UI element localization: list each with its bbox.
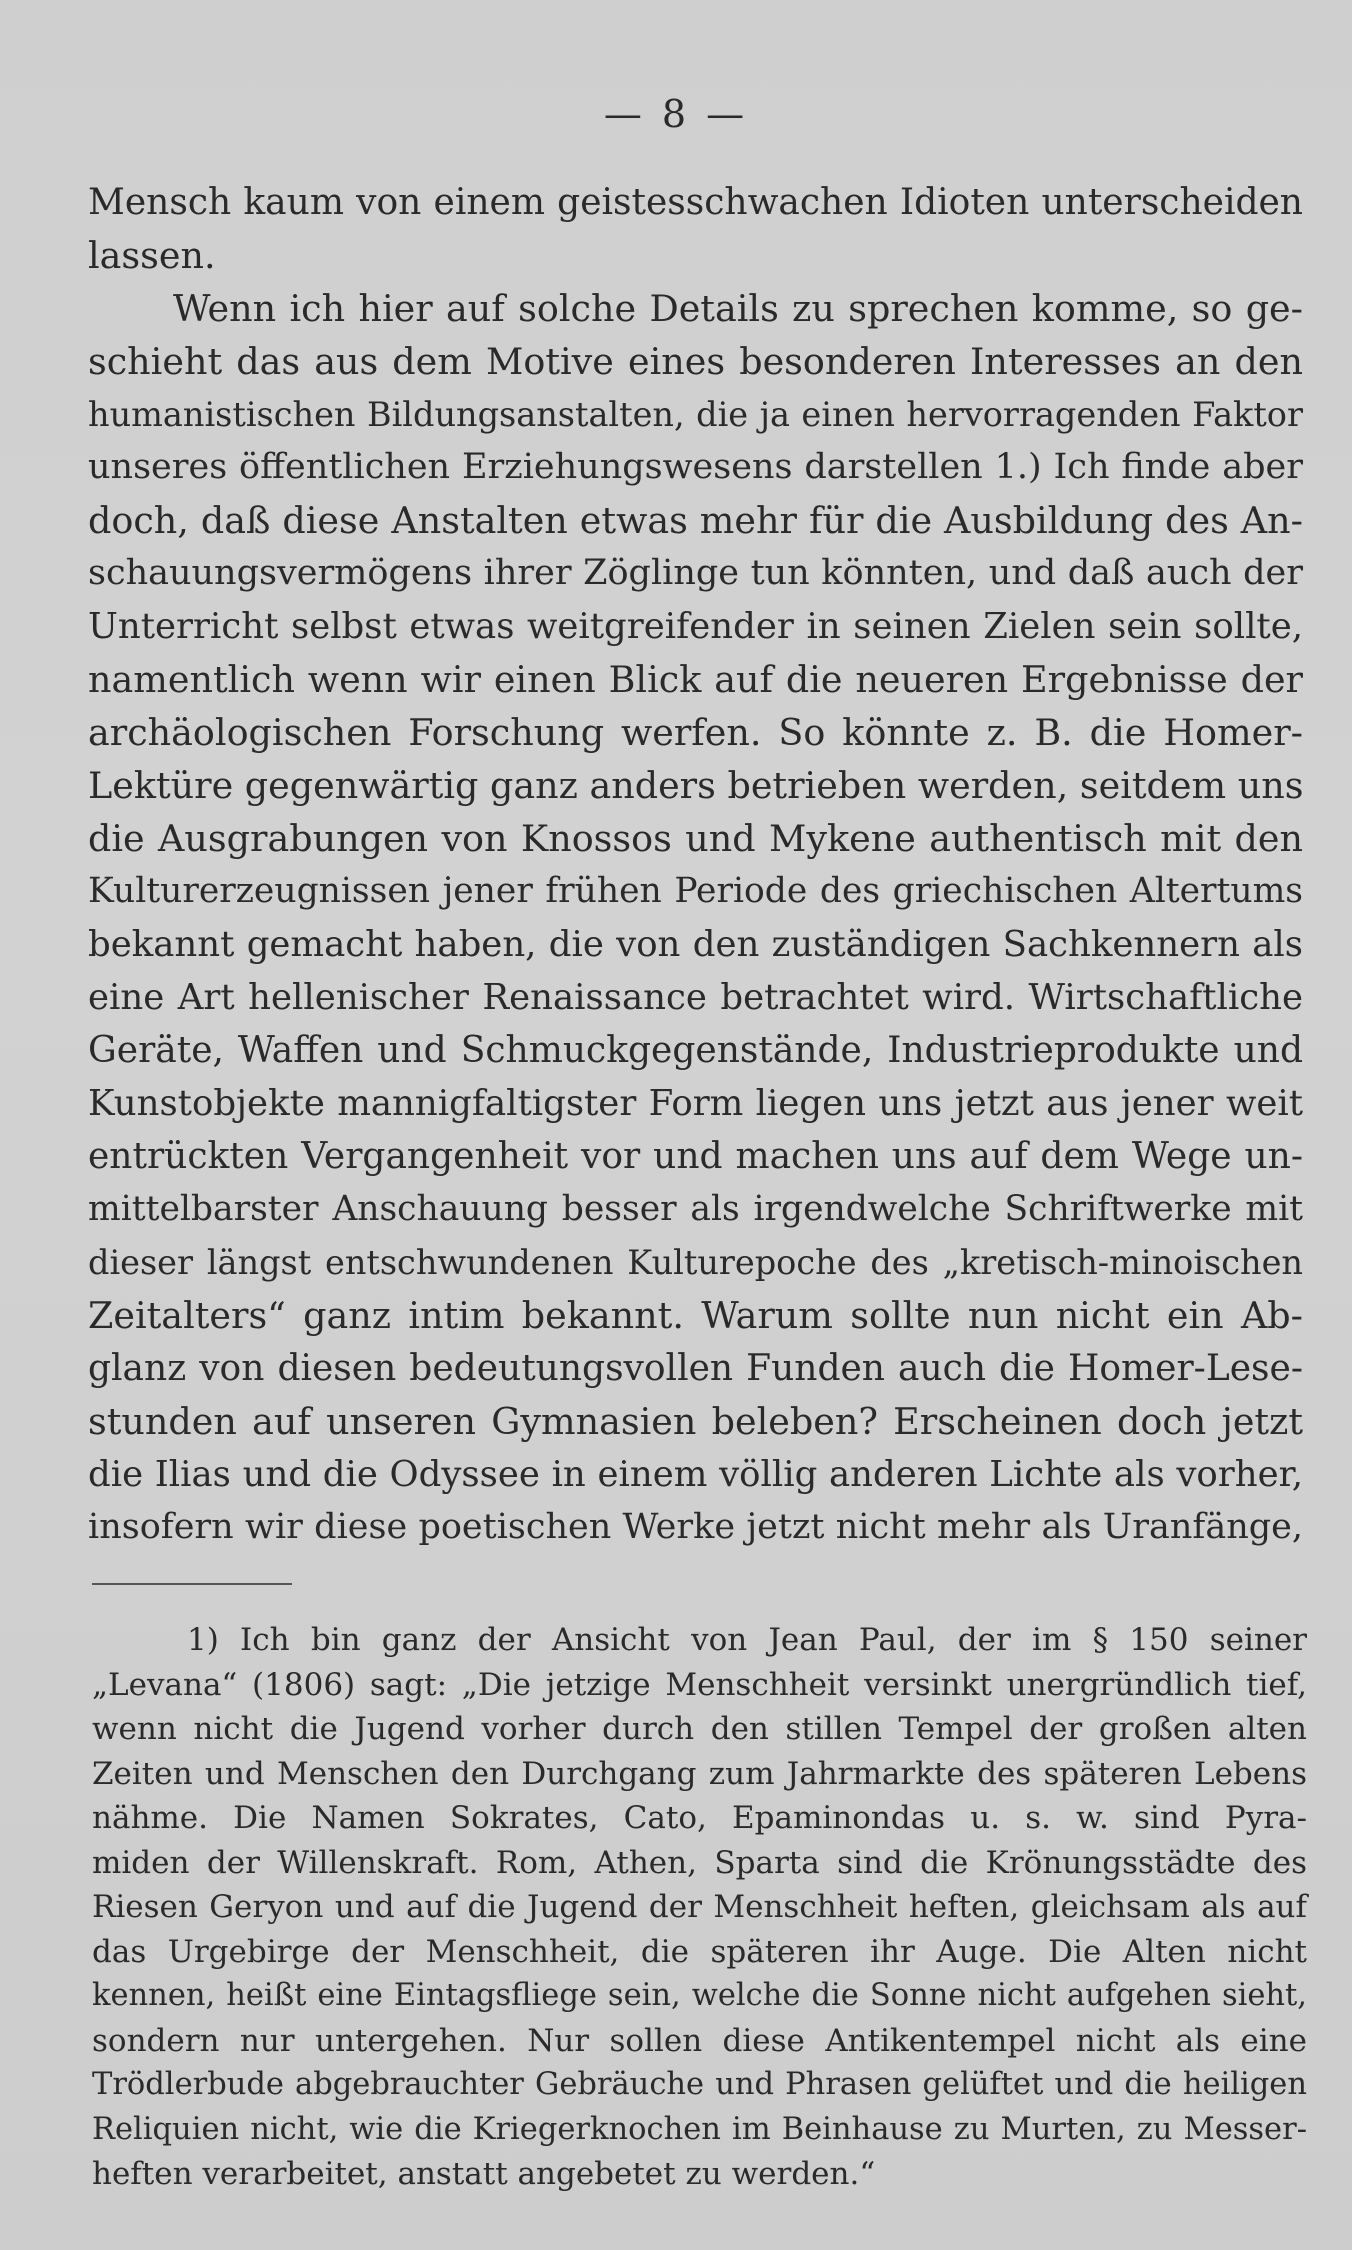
body-line: schieht das aus dem Motive eines besonderen Interesses an den <box>88 340 1303 383</box>
footnote-line: sondern nur untergehen. Nur sollen diese Antikentempel nicht als eine <box>92 2022 1307 2059</box>
body-line: die Ausgrabungen von Knossos und Mykene authentisch mit den <box>88 817 1303 860</box>
footnote-line: „Levana“ (1806) sagt: „Die jetzige Menschheit versinkt unergründlich tief, <box>92 1666 1307 1703</box>
footnote-line: Trödlerbude abgebrauchter Gebräuche und Phrasen gelüftet und die heiligen <box>92 2067 1307 2102</box>
body-line: Unterricht selbst etwas weitgreifender in seinen Zielen sein sollte, <box>88 606 1303 647</box>
body-line: bekannt gemacht haben, die von den zuständigen Sachkennern als <box>88 924 1303 965</box>
body-line: mittelbarster Anschauung besser als irgendwelche Schriftwerke mit <box>88 1189 1303 1229</box>
body-line: eine Art hellenischer Renaissance betrachtet wird. Wirtschaftliche <box>88 977 1303 1018</box>
body-line: dieser längst entschwundenen Kulturepoche des „kretisch-minoischen <box>88 1243 1303 1282</box>
body-line: Mensch kaum von einem geistesschwachen Idioten unterscheiden <box>88 182 1303 223</box>
footnote-line: kennen, heißt eine Eintagsfliege sein, welche die Sonne nicht aufgehen sieht, <box>92 1978 1307 2013</box>
body-line: Geräte, Waffen und Schmuckgegenstände, Industrieprodukte und <box>88 1030 1303 1071</box>
body-line: Wenn ich hier auf solche Details zu sprechen komme, so ge- <box>173 287 1303 330</box>
footnote-line: das Urgebirge der Menschheit, die späteren ihr Auge. Die Alten nicht <box>92 1933 1307 1970</box>
footnote-line: Reliquien nicht, wie die Kriegerknochen im Beinhause zu Murten, zu Messer- <box>92 2111 1307 2147</box>
body-line: schauungsvermögens ihrer Zöglinge tun könnten, und daß auch der <box>88 553 1303 593</box>
body-line: die Ilias und die Odyssee in einem völlig anderen Lichte als vorher, <box>88 1454 1303 1495</box>
footnote-line: heften verarbeitet, anstatt angebetet zu werden.“ <box>92 2156 876 2192</box>
body-line: humanistischen Bildungsanstalten, die ja einen hervorragenden Faktor <box>88 395 1303 434</box>
footnote-line: wenn nicht die Jugend vorher durch den stillen Tempel der großen alten <box>92 1711 1307 1747</box>
body-line: entrückten Vergangenheit vor und machen uns auf dem Wege un- <box>88 1136 1303 1177</box>
body-line: archäologischen Forschung werfen. So könnte z. B. die Homer- <box>88 711 1303 754</box>
footnote-divider <box>92 1583 292 1585</box>
footnote-line: Zeiten und Menschen den Durchgang zum Jahrmarkte des späteren Lebens <box>92 1755 1307 1792</box>
body-text <box>88 176 1303 1554</box>
body-line: Lektüre gegenwärtig ganz anders betrieben werden, seitdem uns <box>88 764 1304 807</box>
body-line: Kunstobjekte mannigfaltigster Form liegen uns jetzt aus jener weit <box>88 1083 1303 1124</box>
body-line: stunden auf unseren Gymnasien beleben? Erscheinen doch jetzt <box>88 1400 1303 1443</box>
footnote-line: 1) Ich bin ganz der Ansicht von Jean Paul, der im § 150 seiner <box>187 1622 1307 1658</box>
footnote-line: Riesen Geryon und auf die Jugend der Menschheit heften, gleichsam als auf <box>92 1889 1307 1925</box>
body-line: glanz von diesen bedeutungsvollen Funden auch die Homer-Lese- <box>88 1348 1303 1389</box>
body-line: insofern wir diese poetischen Werke jetzt nicht mehr als Uranfänge, <box>88 1507 1303 1547</box>
body-line: namentlich wenn wir einen Blick auf die neueren Ergebnisse der <box>88 658 1303 701</box>
page-number: — 8 — <box>603 92 749 136</box>
body-line: unseres öffentlichen Erziehungswesens darstellen 1.) Ich finde aber <box>88 447 1303 487</box>
footnote-line: miden der Willenskraft. Rom, Athen, Sparta sind die Krönungsstädte des <box>92 1844 1307 1881</box>
footnote <box>92 1618 1307 2197</box>
footnote-line: nähme. Die Namen Sokrates, Cato, Epaminondas u. s. w. sind Pyra- <box>92 1800 1307 1836</box>
body-line: Zeitalters“ ganz intim bekannt. Warum sollte nun nicht ein Ab- <box>88 1294 1303 1337</box>
body-line: doch, daß diese Anstalten etwas mehr für die Ausbildung des An- <box>88 499 1303 542</box>
body-line: lassen. <box>88 234 216 277</box>
body-line: Kulturerzeugnissen jener frühen Periode des griechischen Altertums <box>88 871 1303 911</box>
